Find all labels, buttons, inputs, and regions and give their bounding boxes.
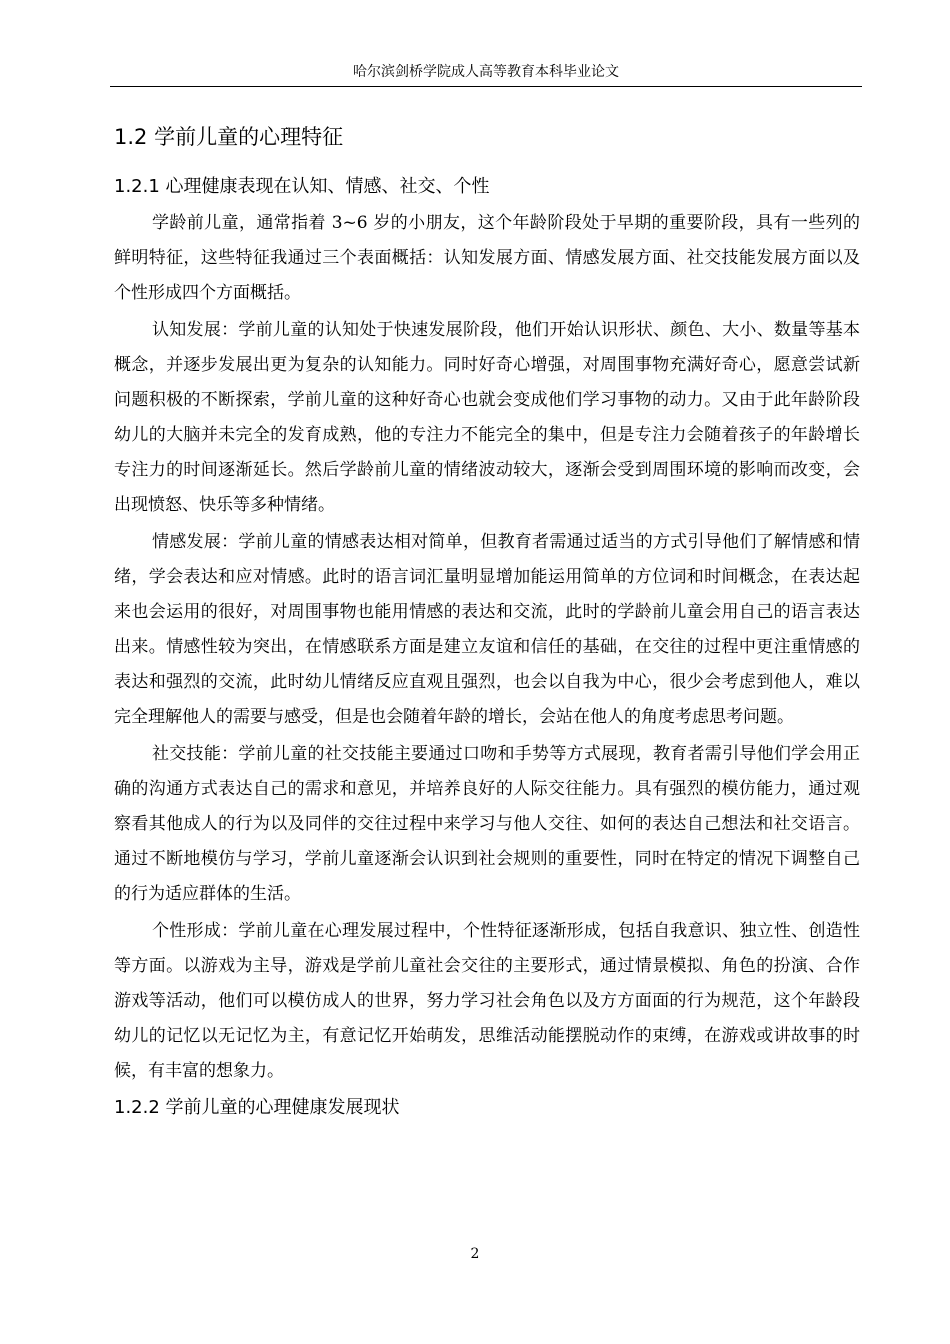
page-body [114, 118, 860, 1127]
page-number: 2 [470, 1246, 480, 1262]
paragraph-intro: 学龄前儿童，通常指着 3~6 岁的小朋友，这个年龄阶段处于早期的重要阶段，具有一些列的鲜明特征，这些特征我通过三个表面概括：认知发展方面、情感发展方面、社交技能发展方面以及个性形成四个方面概括。 [114, 213, 860, 303]
subsection-heading-2: 1.2.2 学前儿童的心理健康发展现状 [114, 1097, 400, 1118]
paragraph-personality: 个性形成：学前儿童在心理发展过程中，个性特征逐渐形成，包括自我意识、独立性、创造性等方面。以游戏为主导，游戏是学前儿童社会交往的主要形式，通过情景模拟、角色的扮演、合作游戏等活动，他们可以模仿成人的世界，努力学习社会角色以及方方面面的行为规范，这个年龄段幼儿的记忆以无记忆为主，有意记忆开始萌发，思维活动能摆脱动作的束缚，在游戏或讲故事的时候，有丰富的想象力。 [114, 921, 860, 1081]
subsection-heading-1: 1.2.1 心理健康表现在认知、情感、社交、个性 [114, 176, 490, 197]
section-heading: 1.2 学前儿童的心理特征 [114, 125, 344, 149]
running-header: 哈尔滨剑桥学院成人高等教育本科毕业论文 [110, 58, 862, 87]
paragraph-emotional: 情感发展：学前儿童的情感表达相对简单，但教育者需通过适当的方式引导他们了解情感和情绪，学会表达和应对情感。此时的语言词汇量明显增加能运用简单的方位词和时间概念，在表达起来也会运用的很好，对周围事物也能用情感的表达和交流，此时的学龄前儿童会用自己的语言表达出来。情感性较为突出，在情感联系方面是建立友谊和信任的基础，在交往的过程中更注重情感的表达和强烈的交流，此时幼儿情绪反应直观且强烈，也会以自我为中心，很少会考虑到他人，难以完全理解他人的需要与感受，但是也会随着年龄的增长，会站在他人的角度考虑思考问题。 [114, 532, 860, 727]
paragraph-social: 社交技能：学前儿童的社交技能主要通过口吻和手势等方式展现，教育者需引导他们学会用正确的沟通方式表达自己的需求和意见，并培养良好的人际交往能力。具有强烈的模仿能力，通过观察看其他成人的行为以及同伴的交往过程中来学习与他人交往、如何的表达自己想法和社交语言。通过不断地模仿与学习，学前儿童逐渐会认识到社会规则的重要性，同时在特定的情况下调整自己的行为适应群体的生活。 [114, 744, 860, 904]
paragraph-cognitive: 认知发展：学前儿童的认知处于快速发展阶段，他们开始认识形状、颜色、大小、数量等基本概念，并逐步发展出更为复杂的认知能力。同时好奇心增强，对周围事物充满好奇心，愿意尝试新问题积极的不断探索，学前儿童的这种好奇心也就会变成他们学习事物的动力。又由于此年龄阶段幼儿的大脑并未完全的发育成熟，他的专注力不能完全的集中，但是专注力会随着孩子的年龄增长专注力的时间逐渐延长。然后学龄前儿童的情绪波动较大，逐渐会受到周围环境的影响而改变，会出现愤怒、快乐等多种情绪。 [114, 320, 860, 515]
